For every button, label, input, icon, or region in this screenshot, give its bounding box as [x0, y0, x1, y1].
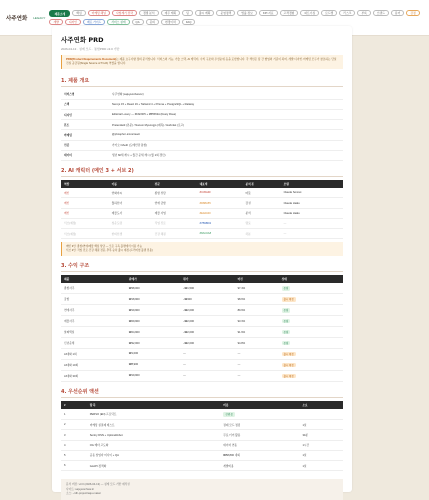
character-specialty: 건강 체질	[152, 229, 197, 239]
column-header: 판매가	[126, 275, 180, 283]
nav-tab[interactable]: 문의	[146, 19, 159, 25]
column-header: 전문	[152, 180, 197, 188]
column-header: 마진	[235, 275, 279, 283]
character-specialty: 재물 사업	[152, 208, 197, 218]
status-badge: 운영	[283, 342, 289, 346]
product-cost: ~₩2,000	[180, 327, 234, 338]
characters-note-sub: 서브 2인: 직업 진로·건강 체질 전문, 추후 순차 출시 예정 (프리미엄 플랜 전용)	[66, 249, 153, 253]
nav-tab[interactable]: 핵심	[72, 10, 85, 16]
product-status-cell	[279, 294, 343, 305]
nav-tab[interactable]: 출시 계획	[195, 10, 215, 16]
character-role: 메인	[61, 208, 109, 218]
action-number: 1	[61, 409, 87, 419]
character-row	[61, 188, 343, 198]
character-row	[61, 198, 343, 208]
character-tone: 명료	[242, 218, 280, 228]
product-cost: —	[180, 370, 234, 381]
character-model: Claude Sonnet	[281, 188, 343, 198]
product-name: 궁합	[61, 294, 126, 305]
revenue-row	[61, 370, 343, 381]
character-tone: 분석	[242, 208, 280, 218]
revenue-row	[61, 283, 343, 293]
product-name: AI대화 10회	[61, 359, 126, 370]
overview-table	[61, 90, 343, 161]
character-role: 메인	[61, 198, 109, 208]
action-cost-cell	[220, 409, 299, 419]
footer-version: 문서 버전: v3.0 (2026-04-13) — 설계 모드 기반 재작성	[66, 483, 130, 487]
action-cost: 진행 중	[225, 413, 233, 417]
overview-value: @phosphor-icons/react	[109, 130, 343, 140]
action-time: 1일	[299, 461, 343, 471]
action-item-cell	[87, 430, 221, 440]
product-cost: ~₩2,000	[180, 338, 234, 349]
product-status-cell	[279, 370, 343, 381]
product-margin: 98.6%	[235, 294, 279, 305]
action-number: 3	[61, 430, 87, 440]
actions-table	[61, 401, 343, 471]
overview-value: 카카오 OAuth (도메인당 통합)	[109, 140, 343, 150]
column-header: 제품	[61, 275, 126, 283]
character-tone: 감성	[242, 198, 280, 208]
column-header: 소요	[299, 401, 343, 409]
action-cost-cell	[220, 461, 299, 471]
characters-table	[61, 180, 343, 239]
product-price: ₩29,900	[126, 316, 180, 327]
footer-site: 사이트: sajuyeonhwa.kr	[66, 487, 94, 491]
nav-tab[interactable]: 감정	[406, 10, 419, 16]
overview-value: 사주연화 (sajuyeonhwa.kr)	[109, 90, 343, 100]
character-row	[61, 229, 343, 239]
product-margin: 97.4%	[235, 283, 279, 293]
character-color: #D88A55	[197, 198, 243, 208]
product-margin: 94.8%	[235, 338, 279, 349]
nav-tab[interactable]: 디자인	[65, 19, 81, 25]
product-price: ₩19,900	[126, 370, 180, 381]
column-header: 모델	[281, 180, 343, 188]
revenue-row	[61, 349, 343, 360]
action-item-cell	[87, 450, 221, 460]
column-header: 대표색	[197, 180, 243, 188]
product-price: ₩18,900	[126, 294, 180, 305]
doc-footer	[61, 479, 343, 500]
nav-tab[interactable]: 제품소개	[49, 10, 70, 17]
action-time: 1시간	[299, 440, 343, 450]
character-role: 서브(예정)	[61, 229, 109, 239]
nav-tab[interactable]: 용어	[391, 10, 404, 16]
overview-key: 폰트	[61, 120, 109, 130]
action-number: 2	[61, 420, 87, 430]
action-row	[61, 450, 343, 460]
page-title: 사주연화 PRD	[61, 36, 104, 44]
action-cost-cell	[220, 440, 299, 450]
action-item: PERSO (EN) 프로덕트	[89, 413, 117, 417]
overview-key: 서비스명	[61, 90, 109, 100]
action-item: OG 메타 고도화	[89, 444, 109, 448]
nav-tab[interactable]: 마케팅 채널	[88, 10, 110, 16]
overview-row	[61, 90, 343, 100]
column-header: 상태	[279, 275, 343, 283]
status-badge: 출시 예정	[283, 374, 294, 378]
overview-row	[61, 130, 343, 140]
product-margin: 89.9%	[235, 305, 279, 316]
product-status-cell	[279, 316, 343, 327]
product-margin: —	[235, 370, 279, 381]
nav-tab[interactable]: 사업계기 전략	[112, 10, 137, 16]
product-status-cell	[279, 359, 343, 370]
product-margin: —	[235, 349, 279, 360]
product-cost: ~₩1,500	[180, 283, 234, 293]
nav-tab[interactable]: 법률 정보	[237, 10, 257, 16]
action-item-cell	[87, 420, 221, 430]
overview-key: 데이터	[61, 150, 109, 160]
revenue-row	[61, 327, 343, 338]
product-margin: 93.3%	[235, 316, 279, 327]
status-badge: 출시 예정	[283, 352, 294, 356]
overview-key: 인증	[61, 140, 109, 150]
character-tone: 따뜻	[242, 188, 280, 198]
overview-value: Editorial Luxury — #FAF9F5 + #B5563A (Dusty Rose)	[109, 109, 343, 119]
revenue-row	[61, 305, 343, 316]
revenue-row	[61, 316, 343, 327]
product-cost: ~₩300	[180, 294, 234, 305]
status-badge: 운영	[283, 320, 289, 324]
action-item: GoAPI 정책화	[89, 464, 107, 468]
action-cost: 무료 티어 활용	[223, 434, 241, 438]
action-cost: 데이터 연동	[223, 444, 238, 448]
product-name: 연애사주	[61, 305, 126, 316]
product-name: 종합사주	[61, 283, 126, 293]
section-revenue-heading: 3. 수익 구조	[61, 262, 343, 272]
overview-row	[61, 120, 343, 130]
section-characters-heading: 2. AI 캐릭터 (메인 3 + 서브 2)	[61, 167, 343, 177]
product-price: ₩38,000	[126, 283, 180, 293]
product-status-cell	[279, 327, 343, 338]
action-number: 6	[61, 461, 87, 471]
overview-key: 디자인	[61, 109, 109, 119]
action-item-cell	[87, 461, 221, 471]
character-model: Claude Haiku	[281, 198, 343, 208]
character-name: 월하선녀	[109, 198, 152, 208]
product-name: AI대화 30회	[61, 370, 126, 381]
product-price: ₩1,000	[126, 349, 180, 360]
overview-value: Next.js 15 + React 19 + Tailwind 4 + Prisma + PostgreSQL + Railway	[109, 99, 343, 109]
nav-tab[interactable]: 브랜드	[373, 10, 389, 16]
column-header: 분석 톤	[242, 180, 280, 188]
nav-tab[interactable]: 개발	[49, 19, 62, 25]
column-header: 항 목	[87, 401, 221, 409]
overview-key: 스택	[61, 99, 109, 109]
column-header: 원가	[180, 275, 234, 283]
action-time: 1일	[299, 450, 343, 460]
status-badge: 운영	[283, 331, 289, 335]
intro-notice	[61, 55, 343, 69]
nav-tab[interactable]: 파트너십	[300, 10, 319, 16]
action-row	[61, 461, 343, 471]
notice-strong: PRD(Product Requirements Document)	[66, 58, 117, 61]
product-name: 신년운세	[61, 338, 126, 349]
product-status-cell	[279, 338, 343, 349]
column-header: 비용	[220, 401, 299, 409]
prd-document-card	[52, 26, 352, 495]
nav-pill-group	[49, 10, 423, 25]
product-price: ₩19,900	[126, 305, 180, 316]
character-model: —	[281, 229, 343, 239]
characters-note	[61, 242, 343, 256]
action-cost-cell	[220, 450, 299, 460]
product-price: ₩32,000	[126, 338, 180, 349]
product-price: ₩8,900	[126, 359, 180, 370]
column-header: 이름	[109, 180, 152, 188]
action-time: 1일	[299, 420, 343, 430]
character-model: —	[281, 218, 343, 228]
character-row	[61, 218, 343, 228]
product-name: AI대화 1회	[61, 349, 126, 360]
nav-tab[interactable]: 고객경험	[280, 10, 299, 16]
characters-note-main: 메인 3인: 종합/연애/재물 핵심 상담 — 모든 구독 플랜에서 이용 가능	[66, 245, 143, 249]
character-role: 서브(예정)	[61, 218, 109, 228]
column-header: 역할	[61, 180, 109, 188]
status-badge: 운영	[283, 309, 289, 313]
overview-value: 생년 60세 캐시 + 월간 운세 캐시 (월 1회 갱신)	[109, 150, 343, 160]
product-status-cell	[279, 305, 343, 316]
doc-meta: 2026-04-13 · 설계 모드 · 통합PRD v3.0 기반	[61, 47, 120, 51]
product-price: ₩24,900	[126, 327, 180, 338]
character-role: 메인	[61, 188, 109, 198]
action-item-cell	[87, 409, 221, 419]
action-cost: 결제 모드 점검	[223, 423, 241, 427]
overview-row	[61, 140, 343, 150]
revenue-table	[61, 275, 343, 382]
revenue-row	[61, 359, 343, 370]
character-model: Claude Haiku	[281, 208, 343, 218]
product-cost: ~₩2,000	[180, 305, 234, 316]
nav-tab[interactable]: 서비스 설계	[107, 19, 129, 25]
nav-tab[interactable]: 배포 가이드	[83, 19, 105, 25]
character-name: 재물도사	[109, 208, 152, 218]
action-cost-cell	[220, 430, 299, 440]
overview-key: 마케팅	[61, 130, 109, 140]
nav-tab[interactable]: KPI 지표	[259, 10, 278, 16]
action-row	[61, 440, 343, 450]
product-name: 날짜택일	[61, 327, 126, 338]
character-name: 연화아씨	[109, 188, 152, 198]
nav-tab[interactable]: 로드맵	[321, 10, 337, 16]
character-specialty: 직업 진로	[152, 218, 197, 228]
nav-tab[interactable]: 경쟁 분석	[139, 10, 159, 16]
action-item: 공동 창업자 미사이 + QA	[89, 454, 119, 458]
overview-row	[61, 99, 343, 109]
action-cost-cell	[220, 420, 299, 430]
action-row	[61, 409, 343, 419]
character-color: #8AC0A8	[197, 229, 243, 239]
nav-tab[interactable]: 리스크	[339, 10, 355, 16]
character-specialty: 종합 상담	[152, 188, 197, 198]
product-cost: ~₩2,000	[180, 316, 234, 327]
status-badge: 운영	[283, 287, 289, 291]
section-actions-heading: 4. 우선순위 액션	[61, 388, 343, 398]
brand-logo[interactable]: 사주연화	[6, 15, 28, 22]
product-cost: —	[180, 359, 234, 370]
product-status-cell	[279, 349, 343, 360]
action-cost: ₩58,800 내외	[223, 454, 240, 458]
action-number: 5	[61, 450, 87, 460]
nav-tab[interactable]: 재무 계획	[161, 10, 181, 16]
notice-text: 는 제품 요구사항 정의 문서입니다. 서비스의 기능, 기술 스택, AI 캐릭터, 수익 구조와 우선순위 등을 포함합니다. 각 섹션은 팀 간 협업의 기준이 되며, 개발·디자인·마케팅 모두가 참조하는 단일 진실 공급원(Single Source of Truth) 역할을 합니다.	[66, 58, 337, 65]
character-specialty: 연애 궁합	[152, 198, 197, 208]
nav-tab[interactable]: QA	[132, 19, 144, 25]
overview-row	[61, 109, 343, 119]
character-color: #7B9BD2	[197, 218, 243, 228]
brand-tag: LEGACY	[33, 15, 46, 20]
section-overview-heading: 1. 제품 개요	[61, 77, 343, 87]
character-color: #E0A040	[197, 208, 243, 218]
character-tone: 차분	[242, 229, 280, 239]
action-item: Sentry DSN + UptimeRobot	[89, 433, 123, 437]
column-header: #	[61, 401, 87, 409]
product-name: 재물사주	[61, 316, 126, 327]
action-cost: 개발비용	[223, 464, 234, 468]
action-time: 30분	[299, 430, 343, 440]
product-margin: 91.9%	[235, 327, 279, 338]
action-row	[61, 430, 343, 440]
overview-row	[61, 150, 343, 160]
footer-source: 소스: ~/dh-project/saju-maker	[66, 492, 101, 495]
action-item: 마케팅 실결제 테스트	[89, 423, 115, 427]
overview-value: Pretendard (본문) / Nanum Myeongjo (제목) / Hahmlet (로고)	[109, 120, 343, 130]
nav-tab[interactable]: 운영정책	[216, 10, 235, 16]
product-margin: —	[235, 359, 279, 370]
status-badge: 출시 예정	[283, 298, 294, 302]
status-badge: 출시 예정	[283, 363, 294, 367]
action-item-cell	[87, 440, 221, 450]
nav-tab[interactable]: 변경이력	[161, 19, 180, 25]
character-color: #C45A4F	[197, 188, 243, 198]
product-status-cell	[279, 283, 343, 293]
revenue-row	[61, 294, 343, 305]
character-row	[61, 208, 343, 218]
revenue-row	[61, 338, 343, 349]
product-cost: —	[180, 349, 234, 360]
action-row	[61, 420, 343, 430]
character-name: 한의선생	[109, 229, 152, 239]
nav-tab[interactable]: FAQ	[182, 19, 196, 25]
action-time	[299, 409, 343, 419]
character-name: 청운도령	[109, 218, 152, 228]
nav-tab[interactable]: 팀	[182, 10, 193, 16]
action-number: 4	[61, 440, 87, 450]
nav-tab[interactable]: 부록	[357, 10, 370, 16]
